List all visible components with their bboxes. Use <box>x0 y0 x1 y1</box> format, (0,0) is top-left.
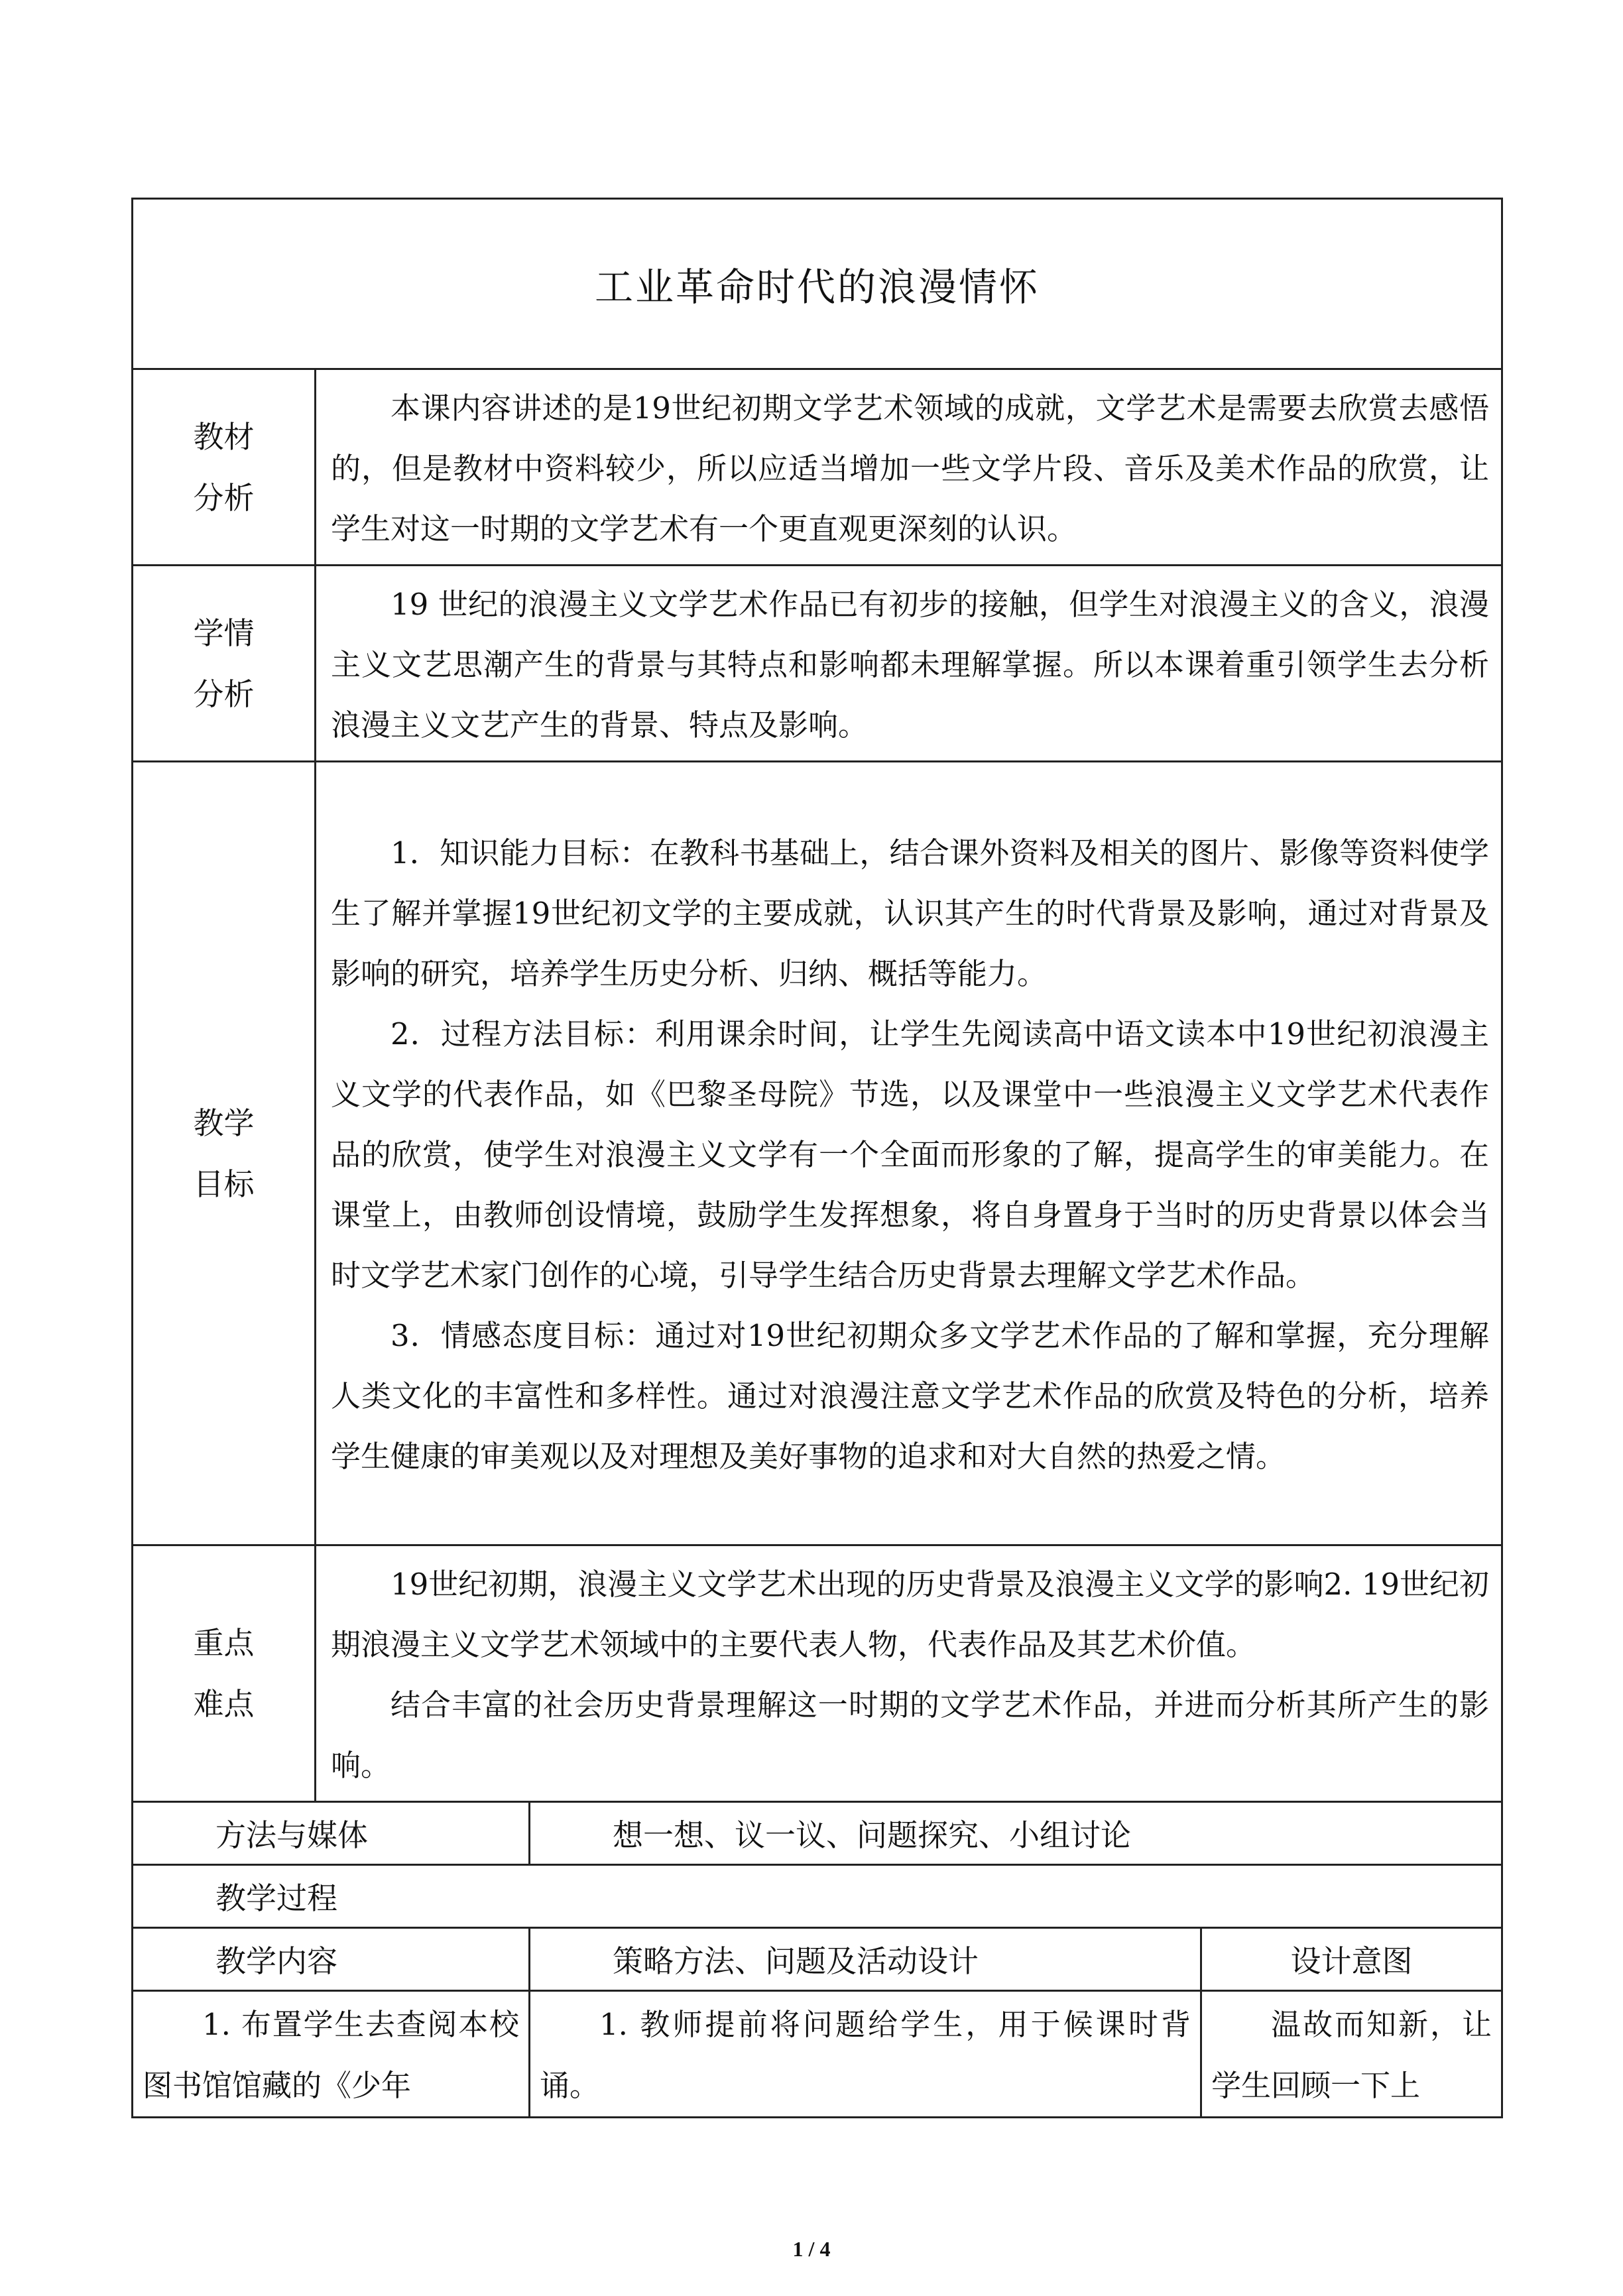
header-content: 教学内容 <box>133 1928 530 1991</box>
learner-analysis-label: 学情 分析 <box>133 566 316 762</box>
material-analysis-row <box>133 369 1502 566</box>
material-analysis-text: 本课内容讲述的是19世纪初期文学艺术领域的成就，文学艺术是需要去欣赏去感悟的，但是教材中资料较少，所以应适当增加一些文学片段、音乐及美术作品的欣赏，让学生对这一时期的文学艺术有一个更直观更深刻的认识。 <box>316 369 1502 566</box>
table-row <box>133 1991 1502 2118</box>
process-intent-cell: 温故而知新，让学生回顾一下上 <box>1201 1991 1502 2118</box>
process-row <box>133 1865 1502 1928</box>
learner-analysis-row <box>133 566 1502 762</box>
teaching-goals-text <box>316 762 1502 1545</box>
teaching-goals-row <box>133 762 1502 1545</box>
goal-emotion: 3．情感态度目标：通过对19世纪初期众多文学艺术作品的了解和掌握，充分理解人类文化的丰富性和多样性。通过对浪漫注意文学艺术作品的欣赏及特色的分析，培养学生健康的审美观以及对理想及美好事物的追求和对大自然的热爱之情。 <box>331 1318 1490 1474</box>
key-points-text: 19世纪初期，浪漫主义文学艺术出现的历史背景及浪漫主义文学的影响2. 19世纪初期浪漫主义文学艺术领域中的主要代表人物，代表作品及其艺术价值。 结合丰富的社会历史背景理解这一时期的文学艺术作品，并进而分析其所产生的影响。 <box>316 1545 1502 1802</box>
header-intent: 设计意图 <box>1201 1928 1502 1991</box>
page-number: 1 / 4 <box>792 2237 831 2261</box>
goal-process: 2．过程方法目标：利用课余时间，让学生先阅读高中语文读本中19世纪初浪漫主义文学的代表作品，如《巴黎圣母院》节选，以及课堂中一些浪漫主义文学艺术代表作品的欣赏，使学生对浪漫主义文学有一个全面而形象的了解，提高学生的审美能力。在课堂上，由教师创设情境，鼓励学生发挥想象，将自身置身于当时的历史背景以体会当时文学艺术家门创作的心境，引导学生结合历史背景去理解文学艺术作品。 <box>331 1016 1490 1293</box>
key-points-row <box>133 1545 1502 1802</box>
process-header-row <box>133 1928 1502 1991</box>
method-media-value: 想一想、议一议、问题探究、小组讨论 <box>530 1802 1502 1865</box>
document-title: 工业革命时代的浪漫情怀 <box>133 199 1502 369</box>
header-strategy: 策略方法、问题及活动设计 <box>530 1928 1201 1991</box>
key-points-label: 重点 难点 <box>133 1545 316 1802</box>
teaching-goals-label: 教学 目标 <box>133 762 316 1545</box>
lesson-plan-table <box>131 198 1503 2118</box>
method-media-row <box>133 1802 1502 1865</box>
method-media-label: 方法与媒体 <box>133 1802 530 1865</box>
material-analysis-label: 教材 分析 <box>133 369 316 566</box>
process-label: 教学过程 <box>133 1865 1502 1928</box>
goal-knowledge: 1．知识能力目标：在教科书基础上，结合课外资料及相关的图片、影像等资料使学生了解并掌握19世纪初文学的主要成就，认识其产生的时代背景及影响，通过对背景及影响的研究，培养学生历史分析、归纳、概括等能力。 <box>331 835 1490 991</box>
learner-analysis-text: 19 世纪的浪漫主义文学艺术作品已有初步的接触，但学生对浪漫主义的含义，浪漫主义文艺思潮产生的背景与其特点和影响都未理解掌握。所以本课着重引领学生去分析浪漫主义文艺产生的背景、特点及影响。 <box>316 566 1502 762</box>
process-strategy-cell: 1. 教师提前将问题给学生，用于候课时背诵。 <box>530 1991 1201 2118</box>
process-content-cell: 1. 布置学生去查阅本校图书馆馆藏的《少年 <box>133 1991 530 2118</box>
